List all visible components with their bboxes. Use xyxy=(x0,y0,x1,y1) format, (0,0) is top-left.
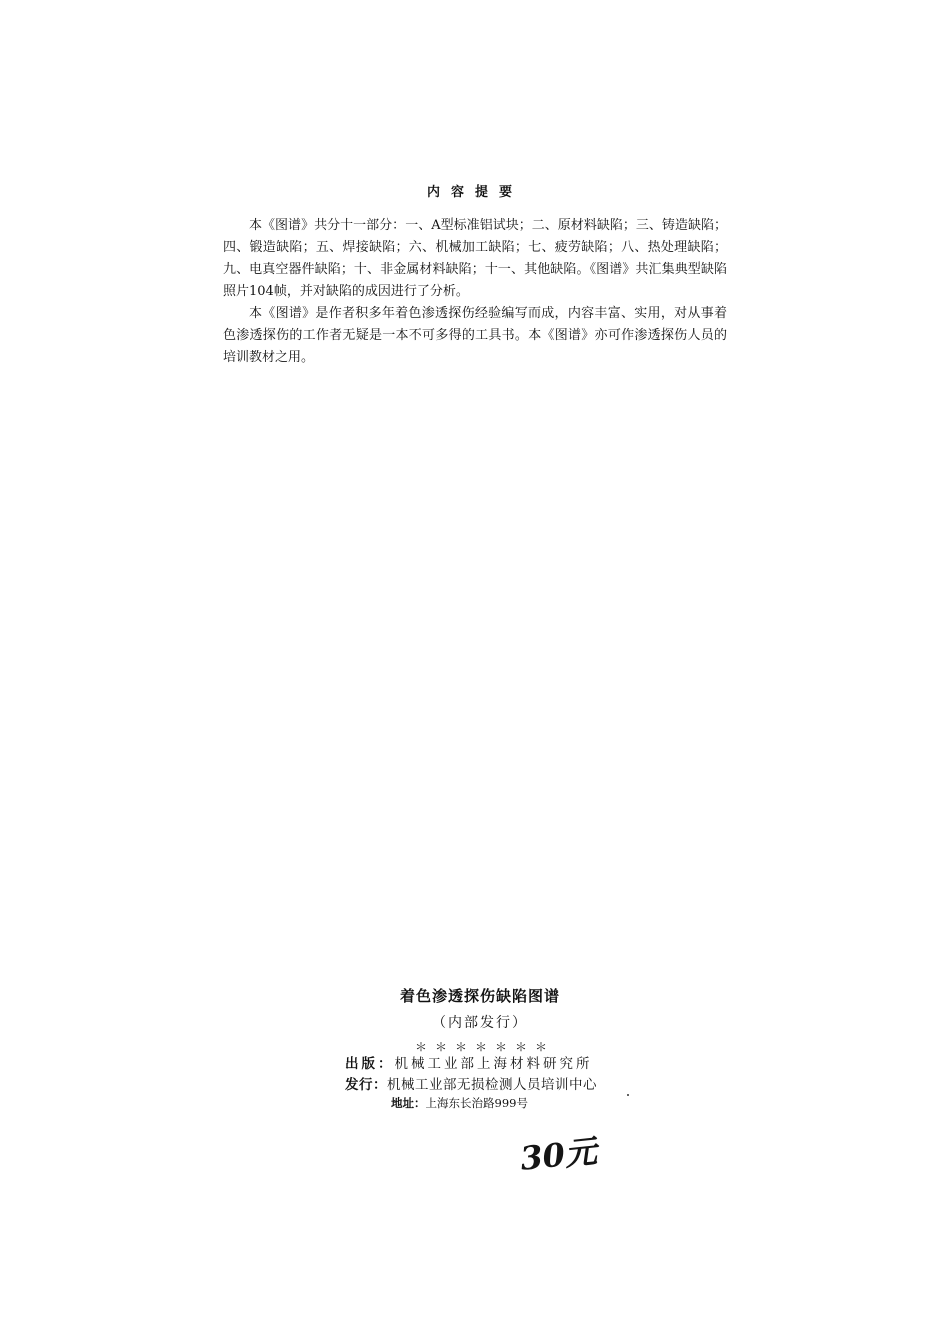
issuer-name: 机械工业部无损检测人员培训中心 xyxy=(387,1077,597,1093)
abstract-body xyxy=(223,215,727,369)
issuer-line xyxy=(345,1073,597,1093)
address-text: 上海东长治路999号 xyxy=(425,1096,528,1110)
distribution-note: （内部发行） xyxy=(432,1015,528,1031)
publisher-name: 机械工业部上海材料研究所 xyxy=(394,1056,593,1072)
publisher-label: 出版： xyxy=(345,1056,395,1072)
abstract-paragraph-1: 本《图谱》共分十一部分：一、A型标准铝试块；二、原材料缺陷；三、铸造缺陷；四、锻造缺陷；五、焊接缺陷；六、机械加工缺陷；七、疲劳缺陷；八、热处理缺陷；九、电真空器件缺陷；十、非金属材料缺陷；十一、其他缺陷。《图谱》共汇集典型缺陷照片104帧，并对缺陷的成因进行了分析。 xyxy=(223,218,727,299)
stray-dot xyxy=(627,1094,629,1096)
address-label: 地址： xyxy=(391,1096,426,1110)
book-title: 着色渗透探伤缺陷图谱 xyxy=(399,987,560,1005)
abstract-paragraph-2: 本《图谱》是作者积多年着色渗透探伤经验编写而成，内容丰富、实用，对从事着色渗透探伤的工作者无疑是一本不可多得的工具书。本《图谱》亦可作渗透探伤人员的培训教材之用。 xyxy=(223,306,727,365)
star-separator: ＊＊＊＊＊＊＊ xyxy=(414,1040,555,1054)
handwritten-price: 30元 xyxy=(518,1132,599,1178)
issuer-label: 发行： xyxy=(345,1077,387,1093)
abstract-heading: 内容提要 xyxy=(426,185,523,200)
address-line xyxy=(391,1095,528,1111)
colophon xyxy=(0,985,950,1110)
publisher-line xyxy=(345,1052,593,1072)
